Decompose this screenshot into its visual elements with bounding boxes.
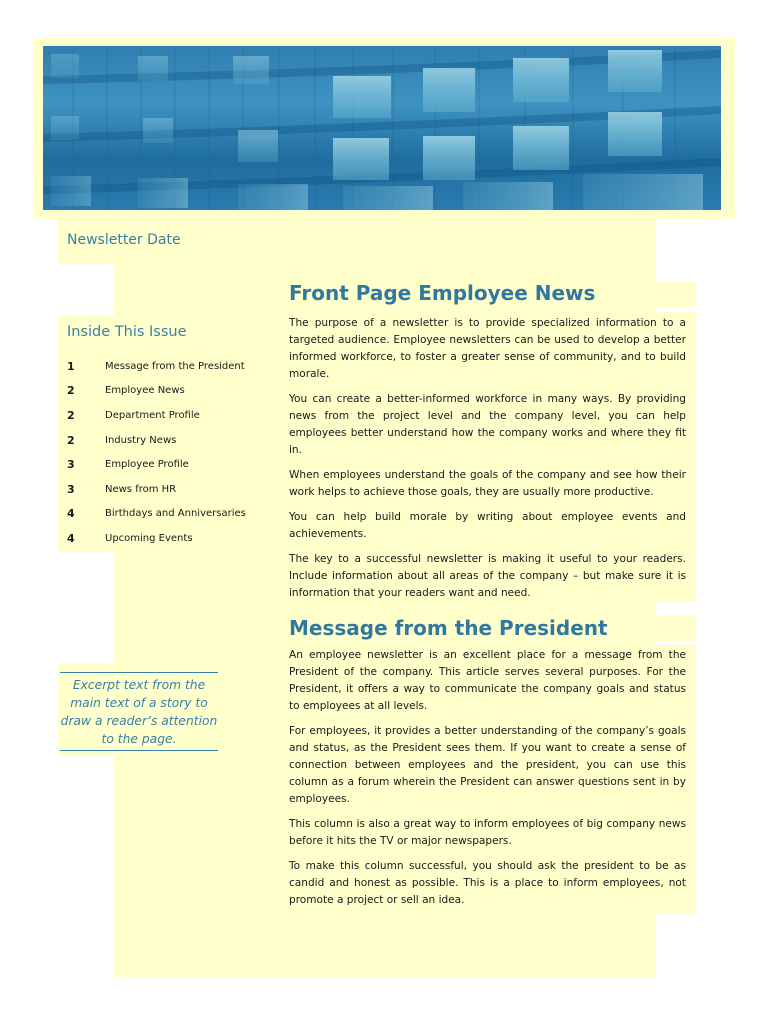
toc-page-number: 1 xyxy=(67,359,75,373)
toc-item[interactable] xyxy=(67,379,257,404)
inside-this-issue-title: Inside This Issue xyxy=(67,324,187,340)
paragraph: This column is also a great way to inform employees of big company news before it hits the TV or major newspapers. xyxy=(289,817,686,847)
toc-page-number: 3 xyxy=(67,482,75,496)
toc-page-number: 4 xyxy=(67,507,75,521)
article-heading-president: Message from the President xyxy=(289,616,608,640)
toc-page-number: 2 xyxy=(67,408,75,422)
article-body-front-page xyxy=(289,315,686,610)
toc-page-number: 3 xyxy=(67,458,75,472)
toc-item[interactable] xyxy=(67,428,257,453)
paragraph: To make this column successful, you should ask the president to be as candid and honest as possible. This is a place to inform employees, not promote a project or sell an idea. xyxy=(289,859,686,906)
paragraph: The purpose of a newsletter is to provide specialized information to a targeted audience. Employee newsletters can be used to develop a better informed workforce, to foster a greater sense of community, and to build morale. xyxy=(289,317,686,380)
paragraph: An employee newsletter is an excellent place for a message from the President of the company. This article serves several purposes. For the President, it offers a way to communicate the company goals and status to employees at all levels. xyxy=(289,649,686,712)
table-of-contents xyxy=(67,354,257,551)
toc-page-number: 2 xyxy=(67,384,75,398)
toc-title: Message from the President xyxy=(105,360,245,372)
toc-title: Birthdays and Anniversaries xyxy=(105,508,246,520)
article-body-president xyxy=(289,647,686,917)
toc-title: Employee News xyxy=(105,385,185,397)
toc-title: News from HR xyxy=(105,483,177,495)
toc-item[interactable] xyxy=(67,477,257,502)
toc-item[interactable] xyxy=(67,502,257,527)
newsletter-date: Newsletter Date xyxy=(67,232,181,248)
paragraph: The key to a successful newsletter is making it useful to your readers. Include information about all areas of the company – but make sure it is information that your readers want and need. xyxy=(289,553,686,599)
building-facade-image xyxy=(43,46,721,210)
paragraph: For employees, it provides a better understanding of the company’s goals and status, as the President sees them. If you want to create a sense of connection between employees and the president, you can use this column as a forum wherein the President can answer questions sent in by employees. xyxy=(289,724,686,805)
toc-page-number: 2 xyxy=(67,433,75,447)
toc-title: Department Profile xyxy=(105,409,200,421)
paragraph: You can create a better-informed workforce in many ways. By providing news from the project level and the company level, you can help employees better understand how the company works and where they fit in. xyxy=(289,392,686,456)
toc-item[interactable] xyxy=(67,403,257,428)
toc-item[interactable] xyxy=(67,452,257,477)
toc-page-number: 4 xyxy=(67,531,75,545)
toc-item[interactable] xyxy=(67,526,257,551)
toc-title: Employee Profile xyxy=(105,459,189,471)
article-heading-front-page: Front Page Employee News xyxy=(289,281,596,305)
pull-quote: Excerpt text from the main text of a story to draw a reader’s attention to the page. xyxy=(60,672,218,751)
toc-title: Upcoming Events xyxy=(105,532,193,544)
toc-title: Industry News xyxy=(105,434,177,446)
paragraph: When employees understand the goals of the company and see how their work helps to achieve those goals, they are usually more productive. xyxy=(289,468,686,498)
paragraph: You can help build morale by writing about employee events and achievements. xyxy=(289,510,686,540)
toc-item[interactable] xyxy=(67,354,257,379)
